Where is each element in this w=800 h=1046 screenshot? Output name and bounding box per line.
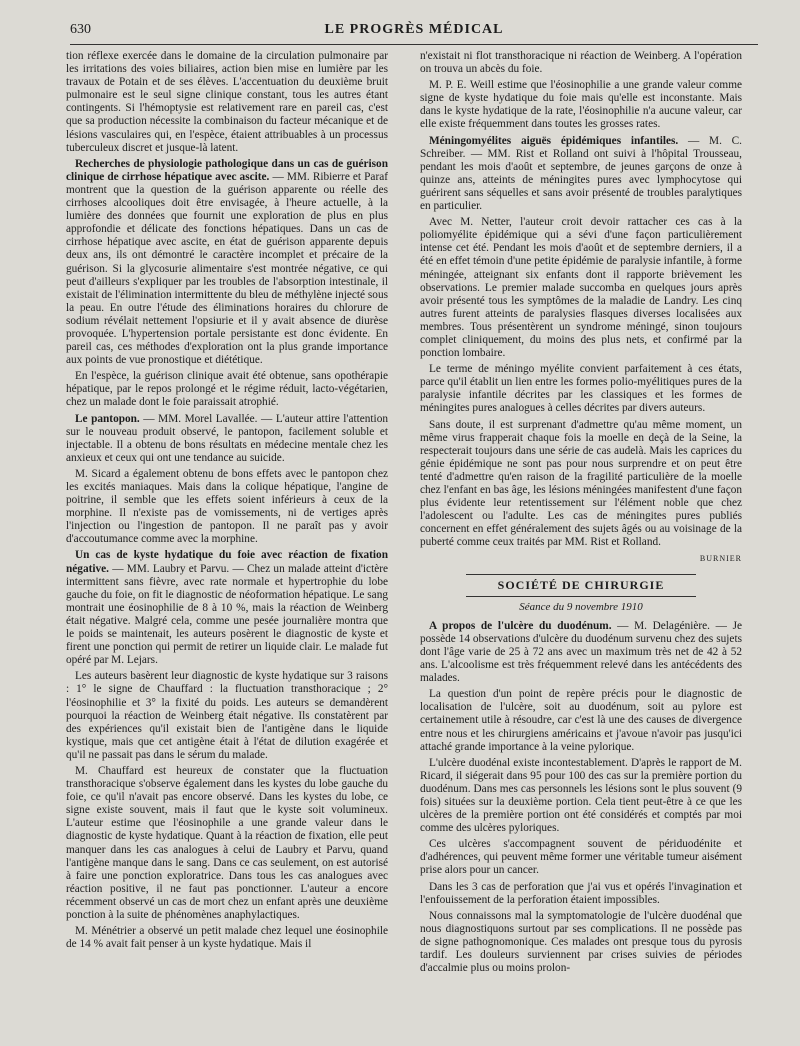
- paragraph: M. Chauffard est heureux de constater que la fluctuation transthoracique s'observe également dans les kystes du lobe gauche du foie, ce qu'il n'avait pas encore observé. Dans les kystes du lobe, ce signe existe souvent, mais il faut que le kyste soit volumineux. L'auteur estime que l'éosinophile a une grande valeur dans le diagnostic de kyste hydatique. Quant à la réaction de fixation, elle peut manquer dans les cas analogues à celui de Laubry et Parvu, quand l'antigène manque dans le sang. Dans ce cas seulement, on est autorisé à faire une ponction exploratrice. Dans tous les cas analogues avec réaction positive, il ne faut pas ponctionner. L'auteur a encore récemment observé un cas de mort chez un enfant après une deuxième ponction à la suite de phénomènes anaphylactiques.: [66, 764, 388, 921]
- article-text: — MM. Morel Lavallée. — L'auteur attire l'attention sur le nouveau produit observé, le pantopon, facilement soluble et injectable. Il a obtenu de bons résultats en médecine mentale chez les anxieux et ceux qui ont une tendance au suicide.: [66, 412, 388, 464]
- paragraph: tion réflexe exercée dans le domaine de la circulation pulmonaire par les irritations des voies biliaires, action bien mise en lumière par les travaux de Potain et de ses élèves. L'accentuation du deuxième bruit pulmonaire est le seul signe clinique constant, tous les autres étant contingents. Si l'hémoptysie est relativement rare en pareil cas, c'est que sa production nécessite la combinaison du facteur mécanique et de lésions vasculaires qui, en l'espèce, étaient attribuables à un processus tuberculeux discret et jusque-là latent.: [66, 50, 388, 154]
- paragraph: [66, 158, 388, 368]
- article-heading: Méningomyélites aiguës épidémiques infantiles.: [429, 134, 679, 147]
- article-heading: Recherches de physiologie pathologique dans un cas de guérison clinique de cirrhose hépatique avec ascite.: [66, 157, 388, 183]
- session-date: Séance du 9 novembre 1910: [519, 600, 643, 613]
- article-heading: A propos de l'ulcère du duodénum.: [429, 619, 612, 632]
- journal-title: LE PROGRÈS MÉDICAL: [324, 22, 504, 37]
- paragraph: Avec M. Netter, l'auteur croit devoir rattacher ces cas à la poliomyélite épidémique qui a sévi d'une façon particulièrement intense cet été. Pendant les mois d'août et de septembre derniers, il a été en effet témoin d'une petite épidémie de paralysie infantile, à forme méningée, atteignant six enfants dont il rapporte brièvement les observations. Le premier malade succomba en quelques jours après avoir présenté tous les symptômes de la maladie de Landry. Les cinq autres furent atteints de paralysies flasques diverses localisées aux membres. Tous présentèrent un syndrome méningé, sinon toujours complet cliniquement, du moins des plus nets, et confirmé par la ponction lombaire.: [420, 216, 742, 360]
- left-column: [66, 50, 388, 1040]
- paragraph: La question d'un point de repère précis pour le diagnostic de localisation de l'ulcère, soit au duodénum, soit au pylore est certainement utile à résoudre, car c'est là une des causes de divergence entre nous et les chirurgiens américains et j'avoue n'avoir pas jusqu'ici attaché grande importance à la veine pylorique.: [420, 688, 742, 753]
- paragraph: En l'espèce, la guérison clinique avait été obtenue, sans opothérapie hépatique, par le repos prolongé et le régime réduit, lacto-végétarien, chez un malade dont le foie paraissait atrophié.: [66, 370, 388, 409]
- paragraph: [66, 413, 388, 465]
- paragraph: Sans doute, il est surprenant d'admettre qu'au même moment, un même virus frapperait chaque fois la moelle en deçà de la Seine, la respecterait toujours dans une série de cas audelà. Mais les caprices du génie épidémique ne sont pas pour nous surprendre et on peut être tenté d'admettre qu'en raison de la fragilité particulière de la moelle chez l'enfant en bas âge, les lésions méningées manifestent d'une façon plus évidente leur retentissement sur l'élément noble que chez l'adolescent ou l'adulte. Les cas de méningites pures publiés concernent en effet généralement des sujets âgés ou au voisinage de la puberté comme ceux traités par MM. Rist et Rolland.: [420, 418, 742, 549]
- page-header: [70, 22, 758, 44]
- section-title: SOCIÉTÉ DE CHIRURGIE: [466, 574, 696, 597]
- paragraph: L'ulcère duodénal existe incontestablement. D'après le rapport de M. Ricard, il siégerait dans 95 pour 100 des cas sur la première portion du duodénum. Dans mes cas personnels les lésions sont le plus souvent (9 fois) situées sur la deuxième portion. Cela tient peut-être à ce que les ulcères de la première portion ont été considérés et comptés par moi comme des ulcères pyloriques.: [420, 756, 742, 835]
- article-text: — MM. Ribierre et Paraf montrent que la question de la guérison apparente ou réelle des cirrhoses alcooliques doit être envisagée, à l'heure actuelle, à la lumière des données que fournit une exploration de plus en plus approfondie et délicate des fonctions hépatiques. Dans un cas de cirrhose hépatique avec ascite, en état de guérison apparente depuis deux ans, ils ont démontré le caractère incomplet et précaire de la guérison. Si la glycosurie alimentaire s'est montrée négative, ce qui peut d'ailleurs s'expliquer par les troubles de l'absorption intestinale, il existait de l'élimination intermittente du bleu de méthylène injecté sous la peau. En outre l'étude des éliminations horaires du chlorure de sodium révélait nettement l'opsiurie et il y avait absence de diurèse provoquée. L'hypertension portale persistante est donc évidente. En pareil cas, ces méthodes d'exploration ont la plus grande importance aux points de vue pronostique et diététique.: [66, 170, 388, 367]
- author-signature: BURNIER: [699, 554, 742, 564]
- paragraph: Ces ulcères s'accompagnent souvent de périduodénite et d'adhérences, qui peuvent même former une véritable tumeur aisément prise alors pour un cancer.: [420, 838, 742, 877]
- page-number: 630: [70, 22, 91, 37]
- header-rule: [70, 44, 758, 45]
- paragraph: [420, 135, 742, 214]
- article-text: — MM. Laubry et Parvu. — Chez un malade atteint d'ictère intermittent sans fièvre, avec rate normale et hypertrophie du lobe gauche du foie, on fit le diagnostic de néoformation hépatique. Le sang montrait une éosinophilie de 8 à 10 %, mais la réaction de Weinberg était négative. Malgré cela, comme une pesée journalière montra que le poids se maintenait, les auteurs posèrent le diagnostic de kyste et firent une ponction qui permit de retirer un liquide clair. Le malade fut opéré par M. Lejars.: [66, 562, 388, 667]
- paragraph: Le terme de méningo myélite convient parfaitement à ces états, parce qu'il établit un lien entre les formes polio-myélitiques pures de la paralysie infantile décrites par les classiques et les formes de méningites pures analogues à celles décrites par divers auteurs.: [420, 363, 742, 415]
- paragraph: M. Sicard a également obtenu de bons effets avec le pantopon chez les excités maniaques. Mais dans la colique hépatique, l'angine de poitrine, il semble que les effets soient inférieurs à ceux de la morphine. Il n'existe pas de vomissements, ni de vertiges après l'injection ou l'ingestion de pantopon. Il ne paraît pas y avoir d'accoutumance comme avec la morphine.: [66, 467, 388, 546]
- article-heading: Le pantopon.: [75, 412, 140, 425]
- article-text: — M. Delagénière. — Je possède 14 observations d'ulcère du duodénum survenu chez des sujets dont l'âge varie de 25 à 72 ans avec un maximum très net de 42 à 52 ans. L'alcoolisme est très fréquemment relevé dans les antécédents des malades.: [420, 619, 742, 685]
- paragraph: M. P. E. Weill estime que l'éosinophilie a une grande valeur comme signe de kyste hydatique du foie mais qu'elle est inconstante. Mais dans le kyste hydatique de la rate, l'éosinophilie n'a aucune valeur, car elle existe fréquemment dans toutes les grosses rates.: [420, 79, 742, 131]
- paragraph: M. Ménétrier a observé un petit malade chez lequel une éosinophile de 14 % avait fait penser à un kyste hydatique. Mais il: [66, 925, 388, 951]
- article-text: — M. C. Schreiber. — MM. Rist et Rolland ont suivi à l'hôpital Trousseau, pendant les mois d'août et septembre, de jeunes garçons de onze à quinze ans, atteints de méningites pures avec lymphocytose qui guérirent sans séquelles et sans avoir présenté de troubles paralytiques en particulier.: [420, 134, 742, 213]
- paragraph: Les auteurs basèrent leur diagnostic de kyste hydatique sur 3 raisons : 1° le signe de Chauffard : la fluctuation transthoracique ; 2° l'éosinophilie et 3° la fixité du poids. Les auteurs se demandèrent pourquoi la réaction de Weinberg était négative. Ils constatèrent par des expériences qu'il existait bien de l'antigène dans le liquide kystique, mais que cet antigène était à l'état de dilution exagérée et qu'il ne passait pas dans le sérum du malade.: [66, 670, 388, 761]
- right-column: [420, 50, 742, 1040]
- article-heading: Un cas de kyste hydatique du foie avec réaction de fixation négative.: [66, 549, 388, 575]
- paragraph: Dans les 3 cas de perforation que j'ai vus et opérés l'invagination et l'enfouissement de la perforation étaient impossibles.: [420, 880, 742, 906]
- paragraph: [420, 620, 742, 685]
- paragraph: [66, 549, 388, 667]
- paragraph: Nous connaissons mal la symptomatologie de l'ulcère duodénal que nous diagnostiquons surtout par ses complications. Il ne possède pas de signe pathognomonique. Ces malades ont presque tous du pyrosis tardif. Les douleurs surviennent par crises suivies de périodes d'accalmie plus ou moins prolon-: [420, 909, 742, 975]
- paragraph: n'existait ni flot transthoracique ni réaction de Weinberg. A l'opération on trouva un abcès du foie.: [420, 50, 742, 76]
